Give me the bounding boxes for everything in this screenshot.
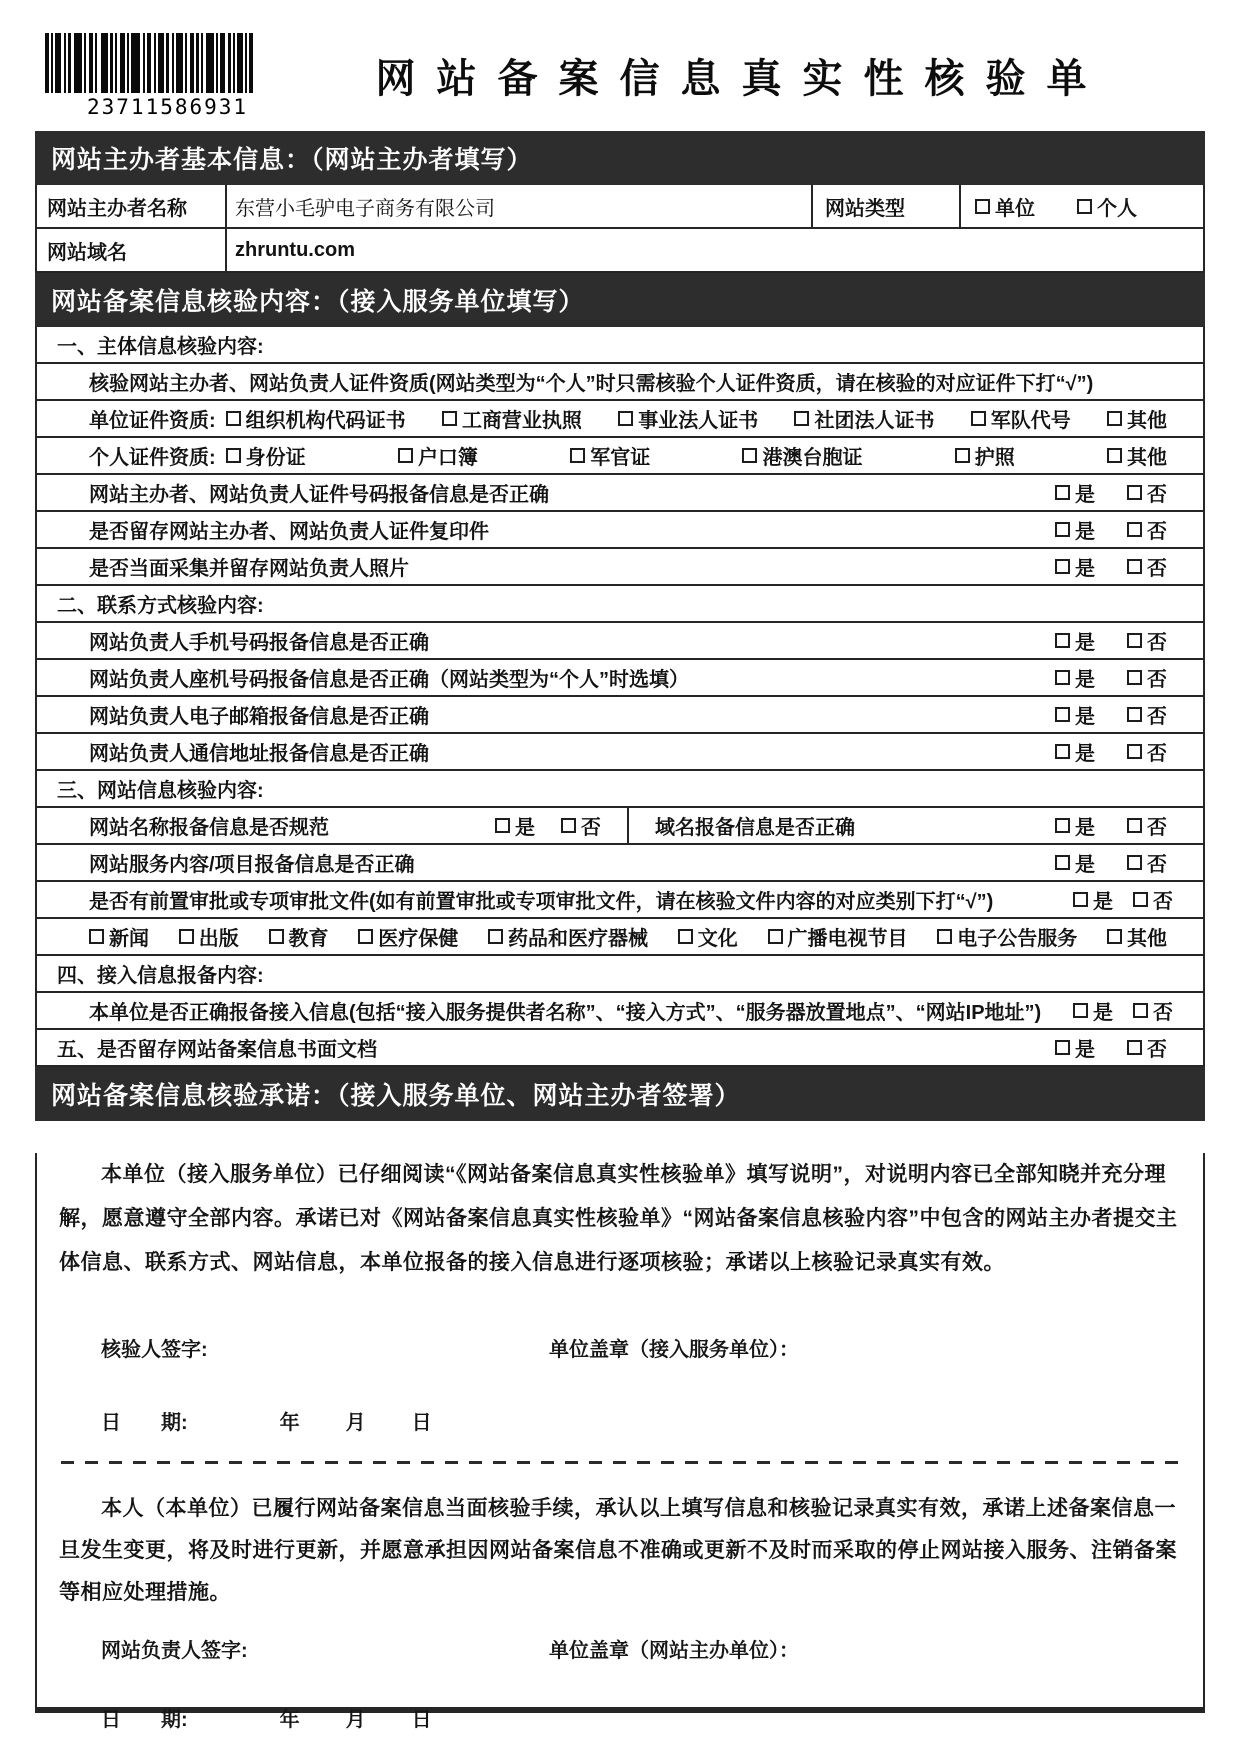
domain-value: zhruntu.com	[235, 238, 355, 261]
checkbox-icon[interactable]	[570, 448, 585, 463]
checkbox-no[interactable]	[1127, 515, 1167, 544]
verify-row	[37, 845, 1203, 882]
checkbox-option-label: 单位	[995, 197, 1035, 220]
checkbox-option[interactable]	[971, 404, 1071, 433]
row-label: 是否留存网站主办者、网站负责人证件复印件	[89, 521, 489, 543]
checkbox-option-label: 个人	[1097, 197, 1137, 220]
checkbox-icon[interactable]	[398, 448, 413, 463]
checkbox-option-label: 教育	[288, 928, 329, 950]
checkbox-yes[interactable]	[1055, 737, 1095, 766]
barcode-icon	[45, 33, 257, 93]
checkbox-option-label: 是	[1093, 891, 1113, 913]
yes-no-group	[1055, 515, 1203, 544]
checkbox-option-label: 新闻	[109, 928, 149, 950]
day-label: 日	[411, 1709, 432, 1731]
checkbox-icon[interactable]	[678, 929, 693, 944]
checkbox-icon[interactable]	[1055, 522, 1070, 537]
day-label: 日	[411, 1412, 432, 1434]
table-row	[37, 229, 1203, 273]
responsible-signature-line	[59, 1634, 1181, 1663]
verify-row	[37, 438, 1203, 475]
checkbox-icon[interactable]	[1127, 670, 1142, 685]
checkbox-option-label: 否	[1147, 1039, 1167, 1061]
checkbox-option-label: 身份证	[245, 447, 306, 469]
checkbox-icon[interactable]	[1073, 1003, 1088, 1018]
checkbox-icon[interactable]	[89, 929, 104, 944]
yes-no-group	[1055, 737, 1203, 766]
verify-row	[37, 1030, 1203, 1067]
checkbox-option-unit[interactable]	[975, 192, 1035, 221]
checkbox-option-label: 是	[1075, 484, 1095, 506]
page-title: 网站备案信息真实性核验单	[375, 57, 1108, 101]
checkbox-icon[interactable]	[1127, 485, 1142, 500]
checkbox-icon[interactable]	[742, 448, 757, 463]
yes-no-group	[1073, 996, 1203, 1025]
checkbox-option-label: 其他	[1127, 928, 1167, 950]
row-label: 本单位是否正确报备接入信息(包括“接入服务提供者名称”、“接入方式”、“服务器放置地点”、“网站IP地址”)	[89, 1002, 1042, 1024]
checkbox-option-label: 港澳台胞证	[762, 447, 863, 469]
checkbox-option-label: 是	[1075, 706, 1095, 728]
checkbox-option-label: 否	[1147, 743, 1167, 765]
date-line	[59, 1703, 1181, 1732]
checkbox-icon[interactable]	[179, 929, 194, 944]
checkbox-option-personal[interactable]	[1077, 192, 1137, 221]
masthead	[45, 33, 1205, 125]
checkbox-icon[interactable]	[955, 448, 970, 463]
organizer-name-value: 东营小毛驴电子商务有限公司	[227, 185, 813, 227]
checkbox-option-label: 广播电视节目	[787, 928, 908, 950]
checkbox-option-label: 否	[1147, 484, 1167, 506]
checkbox-icon[interactable]	[1127, 522, 1142, 537]
checkbox-icon[interactable]	[794, 411, 809, 426]
checkbox-icon[interactable]	[971, 411, 986, 426]
verify-row	[37, 697, 1203, 734]
checkbox-icon[interactable]	[226, 448, 241, 463]
row-label: 域名报备信息是否正确	[655, 817, 855, 839]
promise-paragraph-isp: 本单位（接入服务单位）已仔细阅读“《网站备案信息真实性核验单》填写说明”，对说明内容已全部知晓并充分理解，愿意遵守全部内容。承诺已对《网站备案信息真实性核验单》“网站备案信息核验内容”中包含的网站主办者提交主体信息、联系方式、网站信息，本单位报备的接入信息进行逐项核验；承诺以上核验记录真实有效。	[59, 1163, 1178, 1274]
verify-row	[37, 327, 1203, 364]
checkbox-no[interactable]	[1127, 700, 1167, 729]
row-label: 网站负责人座机号码报备信息是否正确（网站类型为“个人”时选填）	[89, 669, 689, 691]
checkbox-icon[interactable]	[1127, 744, 1142, 759]
row-label: 网站服务内容/项目报备信息是否正确	[89, 854, 415, 876]
checkbox-icon[interactable]	[495, 818, 510, 833]
section-header-promise: 网站备案信息核验承诺：（接入服务单位、网站主办者签署）	[35, 1067, 1205, 1121]
checkbox-yes[interactable]	[1073, 996, 1113, 1025]
organizer-name-label: 网站主办者名称	[37, 185, 227, 227]
checkbox-option-label: 否	[1147, 817, 1167, 839]
checkbox-option-label: 否	[1147, 558, 1167, 580]
checkbox-icon[interactable]	[1055, 818, 1070, 833]
site-type-options	[961, 185, 1203, 227]
checkbox-icon[interactable]	[1127, 855, 1142, 870]
checkbox-option[interactable]	[794, 404, 934, 433]
row-label: 网站负责人通信地址报备信息是否正确	[89, 743, 429, 765]
checkbox-icon[interactable]	[488, 929, 503, 944]
yes-no-group	[1055, 552, 1203, 581]
checkbox-option-label: 否	[1147, 854, 1167, 876]
verifier-signature-line	[59, 1333, 1181, 1362]
yes-no-group	[1055, 663, 1203, 692]
promise-box	[35, 1153, 1205, 1731]
verify-row	[37, 993, 1203, 1030]
checkbox-icon[interactable]	[1127, 818, 1142, 833]
checkbox-icon[interactable]	[1127, 1040, 1142, 1055]
promise-paragraph-organizer: 本人（本单位）已履行网站备案信息当面核验手续，承认以上填写信息和核验记录真实有效，承诺上述备案信息一旦发生变更，将及时进行更新，并愿意承担因网站备案信息不准确或更新不及时而采取的停止网站接入服务、注销备案等相应处理措施。	[59, 1497, 1177, 1604]
checkbox-option-label: 电子公告服务	[957, 928, 1078, 950]
checkbox-no[interactable]	[1127, 737, 1167, 766]
checkbox-no[interactable]	[561, 811, 601, 840]
yes-no-group	[495, 811, 627, 840]
checkbox-option-label: 是	[1075, 521, 1095, 543]
checkbox-no[interactable]	[1127, 848, 1167, 877]
options-group	[37, 922, 1203, 951]
checkbox-yes[interactable]	[1073, 885, 1113, 914]
unit-seal-label-organizer: 单位盖章（网站主办单位）：	[549, 1640, 799, 1662]
checkbox-option[interactable]	[398, 441, 478, 470]
yes-no-group	[1055, 811, 1203, 840]
checkbox-icon[interactable]	[1127, 707, 1142, 722]
section-header-basic-info: 网站主办者基本信息：（网站主办者填写）	[35, 131, 1205, 185]
verify-row	[37, 364, 1203, 401]
checkbox-icon[interactable]	[358, 929, 373, 944]
checkbox-no[interactable]	[1127, 663, 1167, 692]
date-label: 日 期:	[101, 1709, 188, 1731]
checkbox-option-label: 是	[1075, 743, 1095, 765]
checkbox-icon[interactable]	[1107, 929, 1122, 944]
domain-label: 网站域名	[37, 229, 227, 271]
checkbox-icon[interactable]	[1055, 633, 1070, 648]
checkbox-icon[interactable]	[1055, 670, 1070, 685]
checkbox-option-label: 是	[1075, 669, 1095, 691]
checkbox-option[interactable]	[226, 404, 406, 433]
verify-row	[37, 771, 1203, 808]
unit-seal-label-isp: 单位盖章（接入服务单位）：	[549, 1339, 799, 1361]
verify-row	[37, 623, 1203, 660]
checkbox-no[interactable]	[1127, 1033, 1167, 1062]
verify-rows	[35, 327, 1205, 1067]
checkbox-option-label: 否	[1147, 706, 1167, 728]
month-label: 月	[345, 1709, 366, 1731]
barcode-block	[45, 33, 257, 119]
verify-row	[37, 586, 1203, 623]
checkbox-yes[interactable]	[1055, 478, 1095, 507]
yes-no-group	[1055, 848, 1203, 877]
checkbox-option-label: 否	[1147, 632, 1167, 654]
verify-row	[37, 660, 1203, 697]
checkbox-no[interactable]	[1127, 552, 1167, 581]
checkbox-icon[interactable]	[1127, 633, 1142, 648]
verify-row	[37, 808, 1203, 845]
section-row-label: 二、联系方式核验内容:	[57, 595, 264, 617]
yes-no-group	[1073, 885, 1203, 914]
checkbox-icon[interactable]	[269, 929, 284, 944]
checkbox-option-label: 是	[1075, 817, 1095, 839]
row-label: 是否有前置审批或专项审批文件(如有前置审批或专项审批文件，请在核验文件内容的对应类别下打“√”)	[89, 891, 994, 913]
checkbox-option-label: 否	[1147, 669, 1167, 691]
checkbox-option[interactable]	[618, 404, 758, 433]
checkbox-option[interactable]	[742, 441, 862, 470]
checkbox-icon[interactable]	[1133, 892, 1148, 907]
split-cell-right	[629, 808, 1203, 843]
checkbox-option-label: 否	[581, 817, 601, 839]
dashed-divider	[61, 1461, 1179, 1464]
checkbox-icon[interactable]	[1055, 1040, 1070, 1055]
checkbox-yes[interactable]	[1055, 515, 1095, 544]
checkbox-option[interactable]	[678, 922, 738, 951]
checkbox-option-label: 社团法人证书	[814, 410, 935, 432]
row-label: 网站主办者、网站负责人证件号码报备信息是否正确	[89, 484, 549, 506]
split-cell-left	[37, 808, 629, 843]
checkbox-option[interactable]	[570, 441, 650, 470]
barcode-number: 23711586931	[87, 95, 249, 119]
responsible-sign-label: 网站负责人签字:	[101, 1640, 248, 1662]
checkbox-icon[interactable]	[1077, 199, 1092, 214]
checkbox-no[interactable]	[1133, 885, 1173, 914]
checkbox-option-label: 是	[515, 817, 535, 839]
basic-info-table	[35, 185, 1205, 273]
verify-row	[37, 401, 1203, 438]
checkbox-option-label: 否	[1153, 891, 1173, 913]
checkbox-option-label: 是	[1075, 632, 1095, 654]
checkbox-option[interactable]	[488, 922, 648, 951]
year-label: 年	[279, 1709, 300, 1731]
checkbox-icon[interactable]	[1055, 707, 1070, 722]
checkbox-option-label: 事业法人证书	[638, 410, 759, 432]
checkbox-icon[interactable]	[937, 929, 952, 944]
checkbox-yes[interactable]	[1055, 848, 1095, 877]
yes-no-group	[1055, 626, 1203, 655]
checkbox-yes[interactable]	[495, 811, 535, 840]
checkbox-icon[interactable]	[1107, 448, 1122, 463]
checkbox-yes[interactable]	[1055, 626, 1095, 655]
row-label: 网站负责人电子邮箱报备信息是否正确	[89, 706, 429, 728]
checkbox-option[interactable]	[1107, 404, 1167, 433]
checkbox-no[interactable]	[1127, 811, 1167, 840]
checkbox-option-label: 组织机构代码证书	[245, 410, 406, 432]
row-label: 核验网站主办者、网站负责人证件资质(网站类型为“个人”时只需核验个人证件资质，请在核验的对应证件下打“√”)	[89, 373, 1094, 395]
checkbox-icon[interactable]	[768, 929, 783, 944]
site-type-label: 网站类型	[813, 185, 961, 227]
checkbox-option[interactable]	[768, 922, 908, 951]
checkbox-option-label: 护照	[974, 447, 1015, 469]
section-row-label: 三、网站信息核验内容:	[57, 780, 264, 802]
checkbox-option-label: 是	[1075, 1039, 1095, 1061]
checkbox-option-label: 军官证	[590, 447, 651, 469]
checkbox-icon[interactable]	[1055, 855, 1070, 870]
yes-no-group	[1055, 1033, 1203, 1062]
verify-row	[37, 956, 1203, 993]
section-row-label: 四、接入信息报备内容:	[57, 965, 264, 987]
verify-row	[37, 734, 1203, 771]
checkbox-icon[interactable]	[1055, 559, 1070, 574]
checkbox-icon[interactable]	[1055, 485, 1070, 500]
checkbox-option-label: 户口簿	[417, 447, 478, 469]
checkbox-option-label: 其他	[1127, 447, 1167, 469]
checkbox-option-label: 医疗保健	[378, 928, 459, 950]
options-group-label: 个人证件资质:	[89, 447, 216, 469]
verify-row	[37, 919, 1203, 956]
checkbox-yes[interactable]	[1055, 811, 1095, 840]
checkbox-no[interactable]	[1127, 626, 1167, 655]
checkbox-option[interactable]	[1107, 441, 1167, 470]
checkbox-icon[interactable]	[226, 411, 241, 426]
checkbox-icon[interactable]	[1127, 559, 1142, 574]
checkbox-option-label: 其他	[1127, 410, 1167, 432]
verify-row	[37, 549, 1203, 586]
checkbox-option[interactable]	[442, 404, 582, 433]
checkbox-option-label: 是	[1075, 558, 1095, 580]
date-label: 日 期:	[101, 1412, 188, 1434]
verify-row	[37, 475, 1203, 512]
checkbox-yes[interactable]	[1055, 663, 1095, 692]
section-row-label: 五、是否留存网站备案信息书面文档	[57, 1039, 377, 1061]
yes-no-group	[1055, 700, 1203, 729]
row-label: 网站负责人手机号码报备信息是否正确	[89, 632, 429, 654]
checkbox-option[interactable]	[269, 922, 329, 951]
section-header-verify-content: 网站备案信息核验内容：（接入服务单位填写）	[35, 273, 1205, 327]
checkbox-option-label: 药品和医疗器械	[508, 928, 648, 950]
checkbox-yes[interactable]	[1055, 1033, 1095, 1062]
checkbox-option[interactable]	[226, 441, 306, 470]
verify-row	[37, 512, 1203, 549]
verifier-sign-label: 核验人签字:	[101, 1339, 208, 1361]
checkbox-icon[interactable]	[975, 199, 990, 214]
row-label: 是否当面采集并留存网站负责人照片	[89, 558, 409, 580]
checkbox-option-label: 是	[1093, 1002, 1113, 1024]
section-row-label: 一、主体信息核验内容:	[57, 336, 264, 358]
month-label: 月	[345, 1412, 366, 1434]
checkbox-icon[interactable]	[561, 818, 576, 833]
checkbox-no[interactable]	[1133, 996, 1173, 1025]
checkbox-option[interactable]	[937, 922, 1077, 951]
checkbox-option[interactable]	[179, 922, 239, 951]
checkbox-option-label: 否	[1153, 1002, 1173, 1024]
checkbox-yes[interactable]	[1055, 700, 1095, 729]
date-line	[59, 1406, 1181, 1435]
checkbox-option-label: 是	[1075, 854, 1095, 876]
checkbox-option-label: 否	[1147, 521, 1167, 543]
checkbox-option-label: 文化	[697, 928, 738, 950]
checkbox-icon[interactable]	[618, 411, 633, 426]
checkbox-icon[interactable]	[1107, 411, 1122, 426]
checkbox-option[interactable]	[955, 441, 1015, 470]
checkbox-icon[interactable]	[1055, 744, 1070, 759]
verify-row	[37, 882, 1203, 919]
table-row	[37, 185, 1203, 229]
options-group-label: 单位证件资质:	[89, 410, 216, 432]
checkbox-option[interactable]	[89, 922, 149, 951]
checkbox-icon[interactable]	[1133, 1003, 1148, 1018]
checkbox-option-label: 工商营业执照	[461, 410, 582, 432]
checkbox-option-label: 军队代号	[990, 410, 1071, 432]
year-label: 年	[279, 1412, 300, 1434]
checkbox-no[interactable]	[1127, 478, 1167, 507]
checkbox-icon[interactable]	[442, 411, 457, 426]
checkbox-option-label: 出版	[198, 928, 239, 950]
checkbox-option[interactable]	[358, 922, 458, 951]
row-label: 网站名称报备信息是否规范	[89, 817, 329, 839]
options-group	[226, 441, 1203, 470]
yes-no-group	[1055, 478, 1203, 507]
checkbox-yes[interactable]	[1055, 552, 1095, 581]
checkbox-icon[interactable]	[1073, 892, 1088, 907]
options-group	[226, 404, 1203, 433]
checkbox-option[interactable]	[1107, 922, 1167, 951]
